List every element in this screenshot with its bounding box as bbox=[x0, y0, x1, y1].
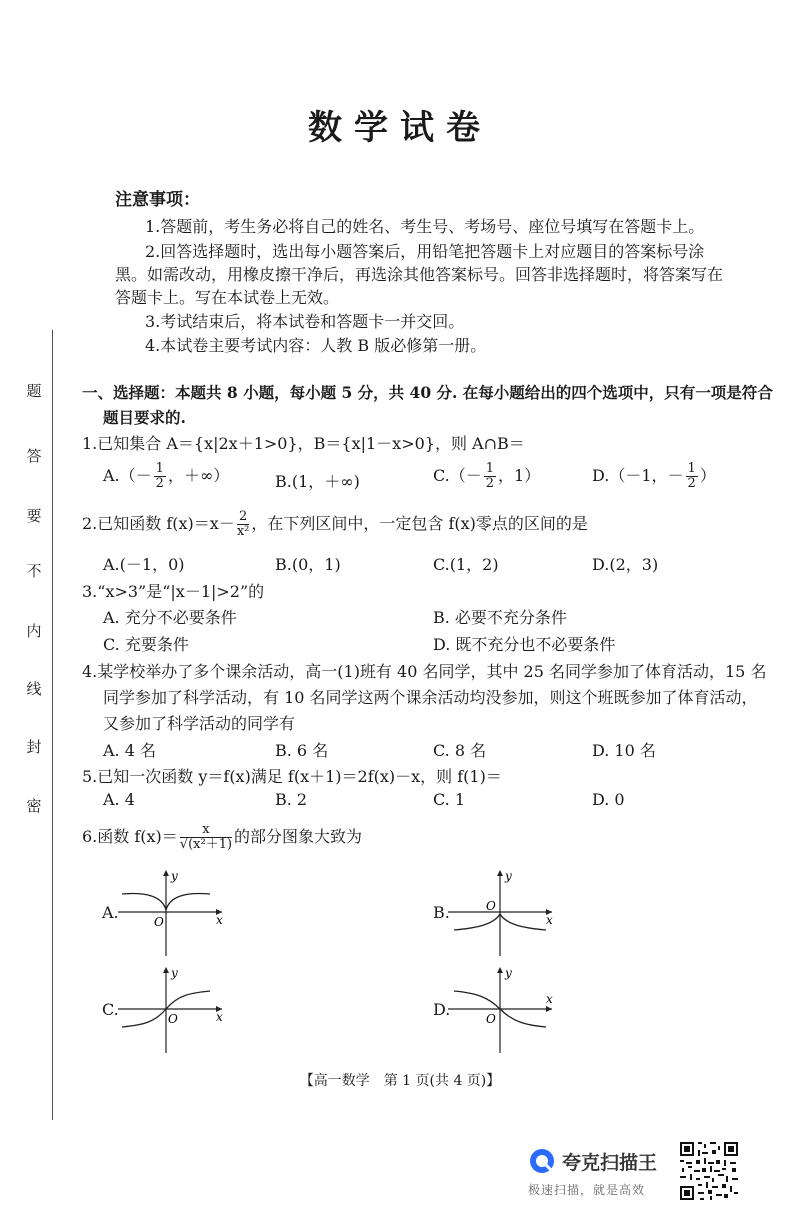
q2-option-b: B.(0，1) bbox=[275, 555, 341, 574]
fraction bbox=[484, 462, 496, 491]
binding-line bbox=[52, 330, 53, 1120]
q6-option-c-label: C. bbox=[102, 1000, 119, 1019]
q3-option-a: A. 充分不必要条件 bbox=[103, 608, 237, 627]
q6-option-a-label: A. bbox=[102, 903, 119, 922]
q6-graph-b bbox=[448, 868, 558, 958]
x-axis-label: x bbox=[546, 992, 553, 1006]
q2-stem-pre: 2.已知函数 f(x)＝x－ bbox=[82, 514, 235, 533]
q1-c-pre: C.（－ bbox=[433, 466, 482, 485]
q5-option-c: C. 1 bbox=[433, 790, 466, 809]
q1-d-pre: D.（－1，－ bbox=[592, 466, 684, 485]
note-line: 4.本试卷主要考试内容：人教 B 版必修第一册。 bbox=[145, 336, 487, 355]
frac-den: 2 bbox=[155, 476, 164, 491]
q1-option-b: B.(1，＋∞) bbox=[275, 472, 360, 491]
seal-char: 线 bbox=[26, 680, 42, 698]
frac-num: 1 bbox=[485, 461, 495, 476]
q1-option-d bbox=[592, 462, 716, 491]
page-footer: 【高一数学 第 1 页(共 4 页)】 bbox=[299, 1073, 501, 1089]
q4-option-d: D. 10 名 bbox=[592, 741, 656, 760]
origin-label: O bbox=[486, 1012, 496, 1026]
notes-heading: 注意事项： bbox=[115, 190, 200, 210]
note-line: 黑。如需改动，用橡皮擦干净后，再选涂其他答案标号。回答非选择题时，将答案写在 bbox=[115, 265, 724, 284]
x-axis-label: x bbox=[216, 913, 223, 927]
q4-stem-line: 4.某学校举办了多个课余活动，高一(1)班有 40 名同学，其中 25 名同学参加了体育活动，15 名 bbox=[82, 662, 767, 681]
q1-option-a bbox=[103, 462, 229, 491]
q2-stem-post: ，在下列区间中，一定包含 f(x)零点的区间的是 bbox=[251, 514, 588, 533]
y-axis-label: y bbox=[171, 869, 178, 883]
seal-char: 要 bbox=[26, 507, 42, 525]
q1-d-post: ） bbox=[699, 466, 716, 485]
y-axis-label: y bbox=[171, 966, 178, 980]
frac-den: √(x²＋1) bbox=[179, 837, 233, 852]
q1-a-pre: A.（－ bbox=[103, 466, 152, 485]
q4-stem-line: 又参加了科学活动的同学有 bbox=[103, 714, 296, 733]
seal-char: 密 bbox=[26, 797, 42, 815]
q4-stem-line: 同学参加了科学活动，有 10 名同学这两个课余活动均没参加，则这个班既参加了体育活动， bbox=[103, 688, 758, 707]
frac-den: 2 bbox=[687, 476, 696, 491]
origin-label: O bbox=[154, 915, 164, 929]
q1-a-post: ，＋∞） bbox=[167, 466, 230, 485]
page-title: 数学试卷 bbox=[308, 108, 492, 148]
seal-char: 题 bbox=[26, 382, 42, 400]
frac-num: 1 bbox=[687, 461, 696, 476]
fraction bbox=[686, 462, 698, 491]
fraction bbox=[154, 462, 166, 491]
q1-stem: 1.已知集合 A＝{x|2x＋1>0}，B＝{x|1－x>0}，则 A∩B＝ bbox=[82, 434, 525, 453]
note-line: 答题卡上。写在本试卷上无效。 bbox=[115, 288, 340, 307]
brand-slogan: 极速扫描，就是高效 bbox=[528, 1183, 646, 1197]
q2-option-c: C.(1，2) bbox=[433, 555, 499, 574]
q6-stem bbox=[82, 823, 362, 852]
q2-option-d: D.(2，3) bbox=[592, 555, 659, 574]
q1-c-post: ，1） bbox=[498, 466, 541, 485]
q6-option-d-label: D. bbox=[433, 1000, 451, 1019]
seal-char: 答 bbox=[26, 447, 42, 465]
section-heading-cont: 题目要求的. bbox=[103, 408, 186, 427]
q2-option-a: A.(－1，0) bbox=[103, 555, 185, 574]
q5-option-a: A. 4 bbox=[103, 790, 135, 809]
frac-num: x bbox=[180, 823, 232, 838]
frac-den: 2 bbox=[485, 476, 495, 491]
brand-name: 夸克扫描王 bbox=[562, 1151, 658, 1174]
q6-graph-c bbox=[118, 965, 228, 1055]
q6-graph-d bbox=[448, 965, 558, 1055]
note-line: 1.答题前，考生务必将自己的姓名、考生号、考场号、座位号填写在答题卡上。 bbox=[145, 217, 705, 236]
q4-option-b: B. 6 名 bbox=[275, 741, 329, 760]
fraction bbox=[237, 510, 250, 539]
q5-option-d: D. 0 bbox=[592, 790, 625, 809]
q6-stem-pre: 6.函数 f(x)＝ bbox=[82, 827, 178, 846]
seal-char: 不 bbox=[26, 562, 42, 580]
origin-label: O bbox=[486, 899, 496, 913]
y-axis-label: y bbox=[505, 966, 512, 980]
note-line: 2.回答选择题时，选出每小题答案后，用铅笔把答题卡上对应题目的答案标号涂 bbox=[145, 242, 705, 261]
q3-option-d: D. 既不充分也不必要条件 bbox=[433, 635, 616, 654]
seal-char: 内 bbox=[26, 622, 42, 640]
frac-den: x² bbox=[236, 524, 250, 539]
origin-label: O bbox=[168, 1012, 178, 1026]
q5-option-b: B. 2 bbox=[275, 790, 308, 809]
fraction bbox=[180, 823, 232, 852]
q6-option-b-label: B. bbox=[433, 903, 450, 922]
q5-stem: 5.已知一次函数 y＝f(x)满足 f(x＋1)＝2f(x)－x，则 f(1)＝ bbox=[82, 767, 502, 786]
brand-row bbox=[528, 1147, 657, 1175]
x-axis-label: x bbox=[546, 913, 553, 927]
q4-option-c: C. 8 名 bbox=[433, 741, 487, 760]
y-axis-label: y bbox=[505, 869, 512, 883]
q1-option-c bbox=[433, 462, 540, 491]
q6-graph-a bbox=[118, 868, 228, 958]
q3-option-b: B. 必要不充分条件 bbox=[433, 608, 567, 627]
q4-option-a: A. 4 名 bbox=[103, 741, 156, 760]
q3-stem: 3.“x>3”是“|x－1|>2”的 bbox=[82, 582, 265, 601]
qr-code-icon bbox=[678, 1140, 740, 1202]
frac-num: 1 bbox=[155, 461, 164, 476]
quark-logo-icon bbox=[528, 1147, 556, 1175]
q6-stem-post: 的部分图象大致为 bbox=[234, 827, 363, 846]
q3-option-c: C. 充要条件 bbox=[103, 635, 189, 654]
scanner-watermark bbox=[528, 1147, 657, 1198]
section-heading: 一、选择题：本题共 8 小题，每小题 5 分，共 40 分. 在每小题给出的四个选项中，只有一项是符合 bbox=[82, 383, 773, 402]
seal-char: 封 bbox=[26, 738, 42, 756]
x-axis-label: x bbox=[216, 1010, 223, 1024]
note-line: 3.考试结束后，将本试卷和答题卡一并交回。 bbox=[145, 312, 465, 331]
q2-stem bbox=[82, 510, 588, 539]
frac-num: 2 bbox=[237, 510, 250, 525]
